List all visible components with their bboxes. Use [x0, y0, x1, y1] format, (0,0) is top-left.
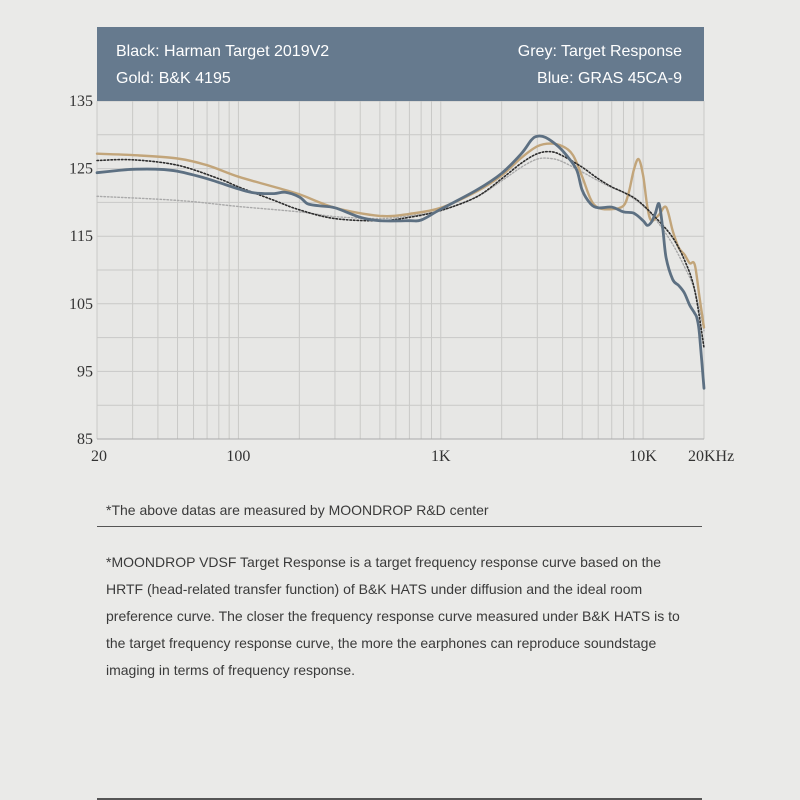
legend-box [97, 27, 704, 101]
vdsf-line: the target frequency response curve, the more the earphones can reproduce soundstage [106, 635, 657, 651]
x-tick-label: 1K [430, 448, 451, 465]
y-tick-label: 115 [69, 228, 93, 246]
y-tick-label: 125 [69, 160, 93, 178]
x-tick-labels [91, 448, 734, 465]
x-tick-label: 20 [91, 448, 107, 465]
divider-top [97, 526, 702, 527]
x-tick-label: 20KHz [688, 448, 735, 465]
y-tick-label: 85 [77, 431, 93, 448]
legend-gold: Gold: B&K 4195 [116, 70, 231, 87]
y-tick-label: 105 [69, 295, 93, 313]
legend-black: Black: Harman Target 2019V2 [116, 43, 330, 60]
y-tick-labels [69, 93, 93, 448]
x-tick-label: 100 [226, 448, 251, 465]
y-tick-label: 135 [69, 93, 93, 110]
vdsf-line: *MOONDROP VDSF Target Response is a target frequency response curve based on the [106, 554, 662, 570]
vdsf-line: HRTF (head-related transfer function) of B&K HATS under diffusion and the ideal room [106, 581, 643, 597]
vdsf-description [106, 549, 706, 684]
y-tick-label: 95 [77, 363, 93, 381]
legend-grey: Grey: Target Response [517, 43, 682, 60]
vdsf-line: preference curve. The closer the frequency response curve measured under B&K HATS is to [106, 608, 680, 624]
x-tick-label: 10K [629, 448, 657, 465]
legend-blue: Blue: GRAS 45CA-9 [537, 70, 682, 87]
vdsf-line: imaging in terms of frequency response. [106, 662, 356, 678]
measurement-note: *The above datas are measured by MOONDROP R&D center [106, 502, 489, 518]
